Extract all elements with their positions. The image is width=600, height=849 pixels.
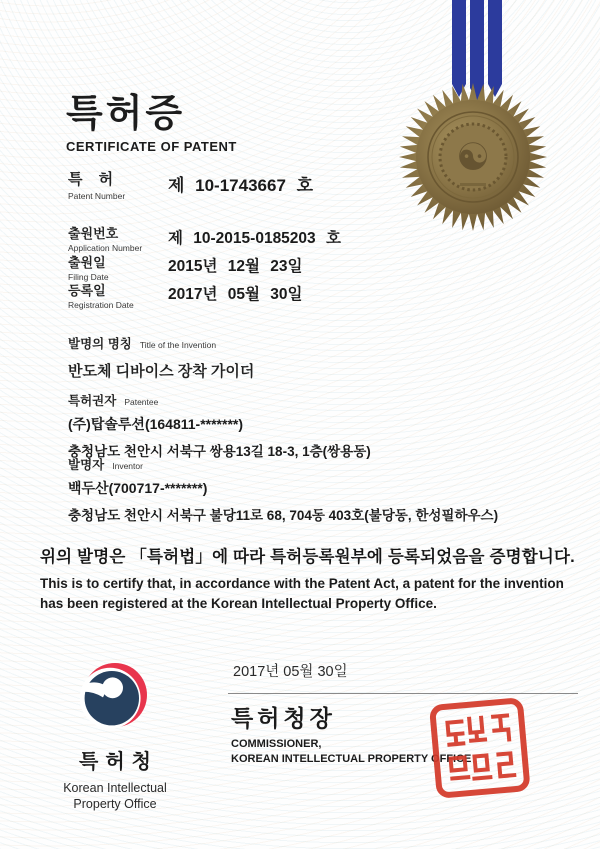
signature-divider-line [228,693,578,694]
commissioner-en-line1: COMMISSIONER, [231,738,322,750]
inventor-address: 충청남도 천안시 서북구 불당11로 68, 704동 403호(불당동, 한성필하우스) [68,508,499,523]
patentee-label-en: Patentee [124,397,159,407]
inventor-section [68,455,498,524]
patent-number-value: 제 10-1743667 호 [168,176,314,195]
certification-section [40,543,585,613]
certification-text-english: This is to certify that, in accordance with the Patent Act, a patent for the invention has been registered at the Korean Intellectual Property Office. [40,576,564,611]
certificate-title-english: CERTIFICATE OF PATENT [66,139,237,154]
patentee-name: (주)탑솔루션(164811-*******) [68,416,244,432]
filing-date-label-ko: 출원일 [68,255,106,270]
patentee-address: 충청남도 천안시 서북구 쌍용13길 18-3, 1층(쌍용동) [68,444,371,459]
application-number-value: 제 10-2015-0185203 호 [168,230,341,247]
kipo-logo-block [40,655,190,813]
taegeuk-symbol-icon: ☯ [455,137,491,179]
gold-medal-icon [390,0,560,240]
kipo-name-english [40,780,190,813]
patentee-label-ko: 특허권자 [68,394,117,408]
certification-text-korean: 위의 발명은 「특허법」에 따라 특허등록원부에 등록되었음을 증명합니다. [40,548,575,566]
patent-number-label-ko: 특 허 [68,171,120,188]
application-number-label-en: Application Number [68,243,143,254]
issue-date: 2017년 05월 30일 [233,664,348,680]
invention-label-ko: 발명의 명칭 [68,337,132,351]
application-number-label-ko: 출원번호 [68,226,119,241]
inventor-label-ko: 발명자 [68,458,105,472]
invention-label-en: Title of the Invention [139,340,217,350]
filing-date-label-block [68,256,109,282]
kipo-emblem-icon [75,655,155,735]
application-number-label-block [68,227,142,253]
filing-date-value: 2015년 12월 23일 [168,258,303,275]
patent-number-label-block [68,172,125,201]
patent-number-label-en: Patent Number [68,190,126,201]
commissioner-seal-stamp [426,694,535,807]
registration-date-label-block [68,284,134,310]
inventor-name: 백두산(700717-*******) [68,480,208,496]
invention-label-row [68,334,254,353]
red-seal-icon [426,694,534,802]
certificate-header [66,82,237,154]
kipo-en-line2: Property Office [73,797,157,812]
registration-date-value: 2017년 05월 30일 [168,286,303,303]
commissioner-en-line2: KOREAN INTELLECTUAL PROPERTY OFFICE [231,752,472,765]
registration-date-label-en: Registration Date [68,300,134,311]
certificate-title-korean: 특허증 [66,93,186,135]
inventor-label-en: Inventor [112,461,143,471]
patentee-section [68,391,371,460]
patentee-label-row [68,391,371,410]
invention-title-value: 반도체 디바이스 장착 가이더 [68,363,255,380]
filing-date-label-en: Filing Date [68,272,109,283]
medal-starburst [399,83,547,231]
inventor-label-row [68,455,498,474]
commissioner-title-korean: 특허청장 [231,705,336,731]
kipo-en-line1: Korean Intellectual [63,781,167,795]
invention-section [68,334,254,381]
kipo-name-korean: 특허청 [79,751,158,773]
registration-date-label-ko: 등록일 [68,283,106,298]
blue-ribbon-icon [452,0,502,101]
